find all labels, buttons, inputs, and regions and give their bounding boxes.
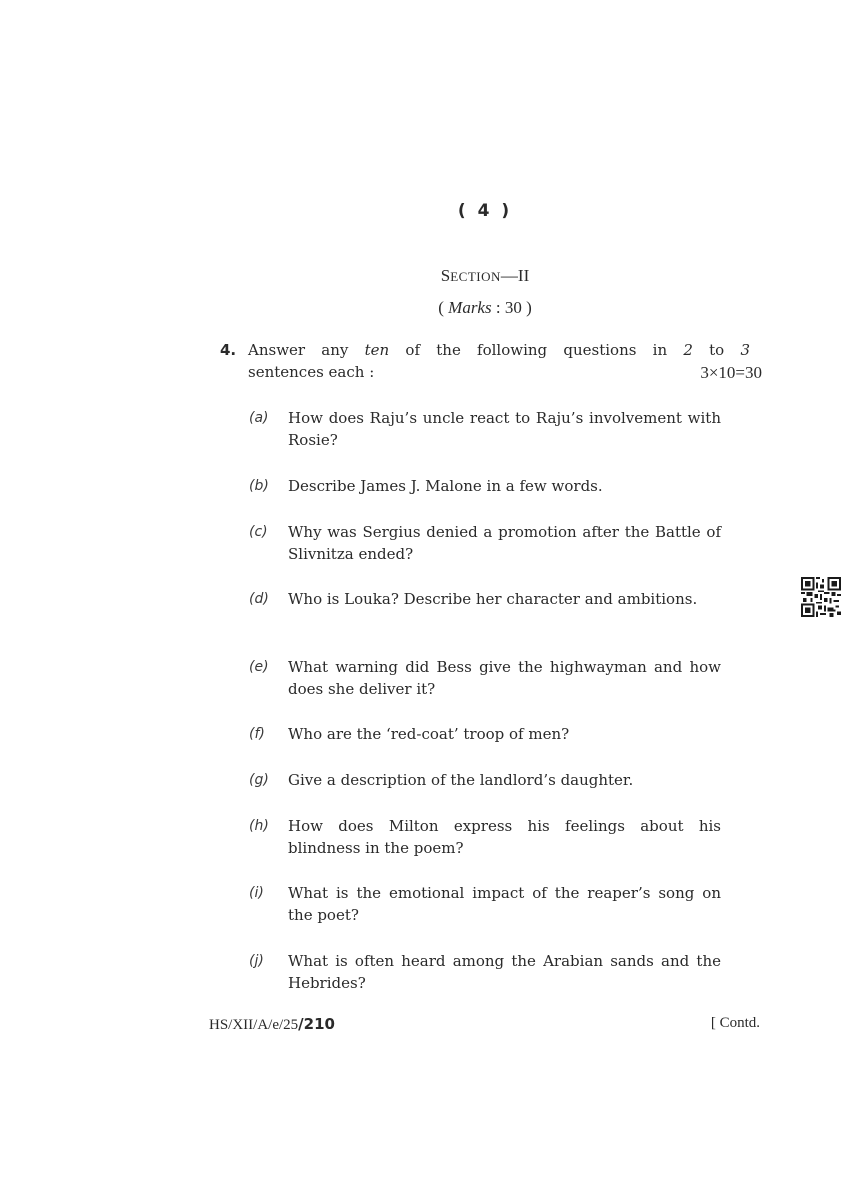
- paper-code-prefix: HS/XII/A/e/25: [209, 1017, 299, 1033]
- qr-code-icon: [801, 577, 841, 617]
- question-instruction-line2: sentences each :: [248, 363, 375, 381]
- paper-code: [209, 1015, 335, 1034]
- subquestion-text: Describe James J. Malone in a few words.: [288, 477, 603, 495]
- subquestion-text: What is the emotional impact of the reaper’s song on the poet?: [288, 884, 721, 924]
- section-marks-label: Marks: [448, 298, 492, 317]
- section-title-number: —II: [500, 266, 530, 285]
- subquestion-label: (d): [249, 591, 269, 607]
- section-title-initial: S: [440, 266, 451, 285]
- instruction-emph-ten: ten: [364, 341, 390, 359]
- subquestion-text: Why was Sergius denied a promotion after the Battle of Slivnitza ended?: [288, 523, 721, 563]
- question-marks: 3×10=30: [700, 363, 762, 382]
- subquestion-label: (e): [249, 659, 269, 675]
- instruction-emph-2: 2: [683, 341, 693, 359]
- section-marks: [0, 298, 853, 318]
- subquestion-label: (a): [249, 410, 269, 426]
- instruction-emph-3: 3: [740, 341, 750, 359]
- subquestion-text: What is often heard among the Arabian sands and the Hebrides?: [288, 952, 721, 992]
- subquestion-text: How does Raju’s uncle react to Raju’s involvement with Rosie?: [288, 409, 721, 449]
- instruction-part-3: to: [692, 341, 741, 359]
- subquestion-text: Give a description of the landlord’s daughter.: [288, 771, 634, 789]
- subquestion-label: (g): [249, 772, 269, 788]
- section-title-rest: ECTION: [450, 269, 501, 284]
- paper-code-suffix: /210: [298, 1015, 335, 1033]
- subquestion-text: Who are the ‘red-coat’ troop of men?: [288, 725, 570, 743]
- subquestion-label: (i): [249, 885, 264, 901]
- continued-marker: [ Contd.: [710, 1015, 760, 1031]
- question-number: 4.: [220, 341, 237, 359]
- subquestion-label: (c): [249, 524, 268, 540]
- page-number: ( 4 ): [457, 201, 513, 221]
- subquestion-text: What warning did Bess give the highwayman and how does she deliver it?: [288, 658, 721, 698]
- subquestion-label: (j): [249, 953, 264, 969]
- question-instruction: [248, 341, 750, 359]
- section-marks-open: (: [438, 298, 449, 317]
- subquestion-text: How does Milton express his feelings about his blindness in the poem?: [288, 817, 721, 857]
- subquestion-label: (f): [249, 726, 265, 742]
- instruction-part-1: Answer any: [248, 341, 365, 359]
- subquestion-text: Who is Louka? Describe her character and ambitions.: [288, 590, 698, 608]
- section-title: [0, 266, 853, 286]
- instruction-part-2: of the following questions in: [389, 341, 684, 359]
- subquestion-label: (b): [249, 478, 269, 494]
- subquestion-label: (h): [249, 818, 269, 834]
- section-marks-value: : 30 ): [495, 298, 532, 317]
